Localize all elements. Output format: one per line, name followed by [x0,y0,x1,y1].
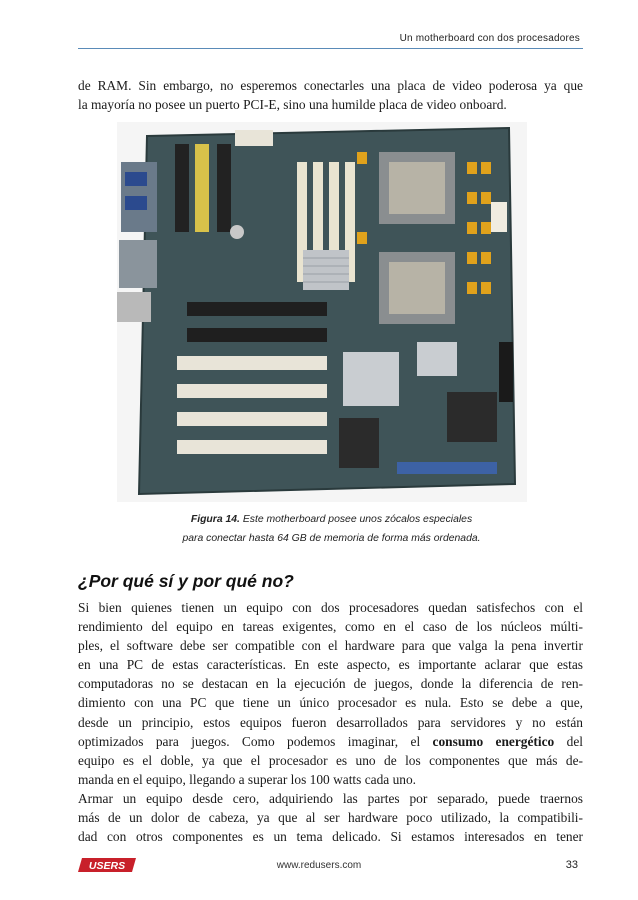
figure-caption [80,510,583,548]
running-header: Un motherboard con dos procesadores [399,33,580,44]
text-line: más de un dolor de cabeza, ya que al ser hardware poco utilizado, la compatibili- [78,810,583,826]
caption-text: para conectar hasta 64 GB de memoria de forma más ordenada. [182,533,481,544]
text-line: dad con otros componentes es un tema delicado. Si estamos interesados en tener [78,829,583,845]
body-paragraph [78,598,583,846]
text-line: Armar un equipo desde cero, adquiriendo las partes por separado, puede traernos [78,790,583,806]
text-line: desde un principio, estos equipos fueron desarrollados para servidores y no están [78,714,583,730]
text-line: la mayoría no posee un puerto PCI-E, sino una humilde placa de video onboard. [78,97,507,113]
text-line: dimiento con una PC que tiene un único procesador es nula. Esto se debe a que, [78,695,583,711]
text-line: en una PC de estas características. En este aspecto, es importante aclarar que estas [78,657,583,673]
section-heading: ¿Por qué sí y por qué no? [78,571,294,591]
text-line: manda en el equipo, llegando a superar los 100 watts cada uno. [78,771,417,787]
text-line: de RAM. Sin embargo, no esperemos conectarles una placa de video poderosa ya que [78,78,583,93]
bold-term: consumo energético [432,733,555,749]
header-rule [78,48,583,49]
caption-text: Este motherboard posee unos zócalos especiales [239,514,473,525]
figure-label: Figura 14. [190,514,240,525]
footer-url: www.redusers.com [276,860,362,871]
text-line [78,732,583,751]
text-run: optimizados para juegos. Como podemos imaginar, el [78,733,421,749]
text-line: equipo es el doble, ya que el procesador es uno de los componentes que más de- [78,752,583,768]
logo-text: USERS [88,860,126,872]
text-line: ples, el software debe ser compatible con el hardware para que valga la pena invertir [78,638,583,654]
text-line: Si bien quienes tienen un equipo con dos procesadores quedan satisfechos con el [78,600,583,615]
text-line: rendimiento del equipo en tareas exigentes, como en el caso de los núcleos múlti- [78,619,583,635]
motherboard-photo [117,122,527,502]
text-line: computadoras no se destacan en la ejecución de juegos, donde la diferencia de ren- [78,676,583,692]
page-number: 33 [565,859,578,871]
intro-paragraph [78,76,583,114]
text-run: del [566,733,583,749]
